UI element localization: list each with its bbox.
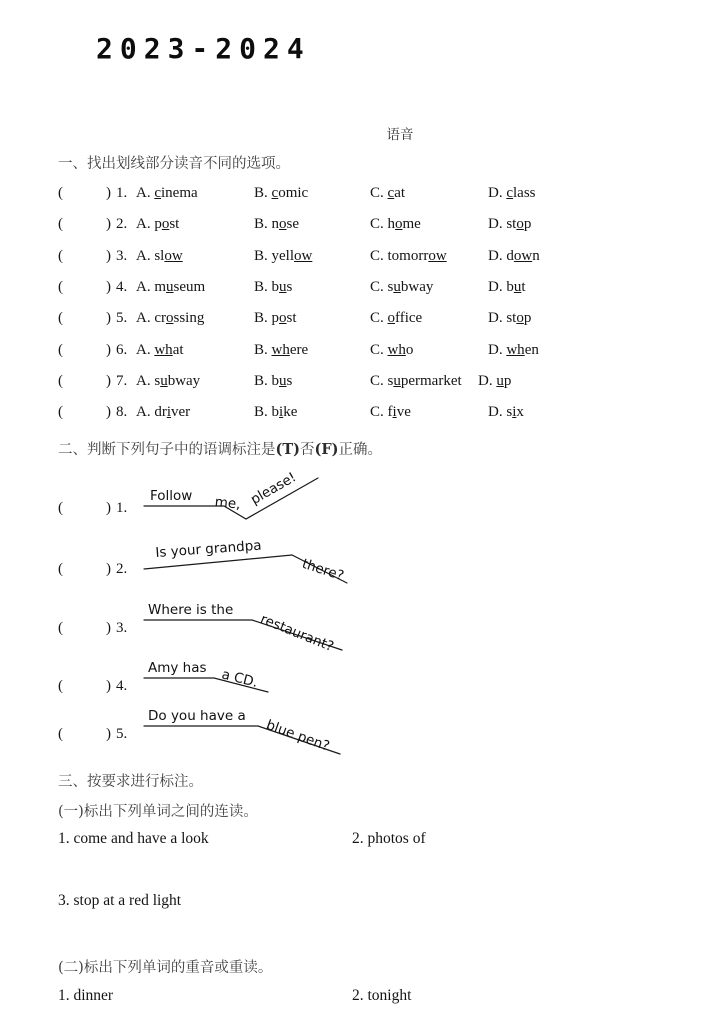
option-letter: C. [370,372,384,389]
option-b[interactable] [254,248,312,265]
intonation-word-group: Is your grandpa [154,537,263,561]
option-word-suffix: se [286,216,300,233]
underlined-sound: c [387,185,395,201]
linking-item-2: 2. photos of [352,830,426,847]
option-letter: A. [136,372,151,389]
option-word-suffix: ere [289,341,309,358]
underlined-sound: o [279,310,287,327]
underlined-sound: u [393,278,401,295]
intonation-word-group: blue pen? [264,716,332,755]
option-letter: B. [254,404,268,421]
multiple-choice-row [58,185,698,209]
option-a[interactable] [136,404,190,421]
option-d[interactable] [488,310,531,327]
linking-item-3: 3. stop at a red light [58,892,182,909]
underlined-sound: wh [387,341,406,358]
underlined-sound: ow [164,247,183,264]
option-word-prefix: st [506,310,517,327]
underlined-sound: o [279,216,287,233]
option-letter: D. [488,185,503,201]
option-c[interactable] [370,310,422,327]
option-word-suffix: at [172,341,184,358]
underlined-sound: o [516,310,524,327]
option-letter: D. [488,247,503,264]
option-b[interactable] [254,310,297,327]
question-number: 5. [116,310,128,327]
option-word-prefix: d [506,247,514,264]
answer-bracket-close[interactable]: ) [106,247,111,264]
option-d[interactable] [488,216,531,233]
multiple-choice-row [58,310,698,334]
answer-bracket-close[interactable]: ) [106,278,111,295]
option-letter: D. [488,404,503,421]
option-word-suffix: st [169,216,180,233]
option-word-suffix: s [286,372,293,389]
option-word-suffix: t [521,278,526,295]
option-word-suffix: at [394,185,406,201]
underlined-sound: o [161,216,170,233]
option-word-suffix: bway [167,372,201,389]
option-letter: A. [136,185,151,201]
option-letter: D. [488,278,503,295]
option-a[interactable] [136,216,179,233]
underlined-sound: u [513,278,522,295]
answer-bracket-open[interactable]: ( [58,678,63,694]
section-two-heading [58,438,382,459]
underlined-sound: o [387,310,396,327]
option-letter: C. [370,341,384,358]
section-three-heading: 三、按要求进行标注。 [58,774,203,790]
answer-bracket-close[interactable]: ) [106,372,111,389]
option-letter: B. [254,310,268,327]
option-word-suffix: en [524,341,539,358]
option-letter: D. [488,216,503,233]
underlined-sound: i [392,404,397,421]
option-word-suffix: x [516,404,524,421]
option-word-suffix: st [286,310,297,327]
underlined-sound: u [496,372,504,389]
answer-bracket-close[interactable]: ) [106,726,111,742]
answer-bracket-group [58,678,128,695]
option-word-prefix: b [271,372,280,389]
intonation-row [58,592,698,656]
option-letter: A. [136,404,151,421]
intonation-contour-line [142,533,442,591]
intonation-word-group: Amy has [148,660,207,676]
option-word-prefix: cr [154,310,166,327]
answer-bracket-group [58,620,128,637]
option-letter: C. [370,216,384,233]
option-word-prefix: h [387,216,396,233]
underlined-sound: c [271,185,279,201]
option-letter: B. [254,247,268,264]
option-word-suffix: o [405,341,414,358]
option-c[interactable] [370,342,413,359]
answer-bracket-open[interactable]: ( [58,404,63,421]
page-title: 2023-2024 [96,32,311,65]
underlined-sound: o [516,216,524,233]
section-two-heading-mid: 否 [300,442,315,458]
option-a[interactable] [136,185,198,202]
answer-bracket-open[interactable]: ( [58,185,63,201]
underlined-sound: o [166,310,174,327]
answer-bracket-group [58,561,128,578]
answer-bracket-open[interactable]: ( [58,561,63,577]
option-letter: D. [488,341,503,358]
linking-item-1: 1. come and have a look [58,830,209,847]
answer-bracket-open[interactable]: ( [58,726,63,742]
question-number: 7. [116,372,128,389]
option-letter: A. [136,310,151,327]
underlined-sound: u [279,278,287,295]
intonation-word-group: Follow [150,488,193,504]
option-word-prefix: s [387,372,394,389]
option-a[interactable] [136,248,183,265]
answer-bracket-close[interactable]: ) [106,620,111,636]
section-two-heading-pre: 二、判断下列句子中的语调标注是 [58,442,276,458]
option-letter: A. [136,247,151,264]
question-number: 2. [116,216,128,233]
question-number: 2. [116,561,128,577]
underlined-sound: ow [294,247,313,264]
subject-heading: 语音 [386,127,414,143]
option-letter: B. [254,341,268,358]
option-d[interactable] [478,373,511,390]
multiple-choice-row [58,342,698,366]
underlined-sound: u [393,372,401,389]
intonation-sentence [142,592,442,656]
option-word-prefix: p [271,310,280,327]
underlined-sound: i [279,404,284,421]
underlined-sound: i [166,404,172,421]
question-number: 1. [116,500,128,516]
option-word-prefix: s [506,404,513,421]
intonation-word-group: please! [248,469,300,508]
option-word-suffix: ve [396,404,411,421]
option-letter: C. [370,278,384,295]
question-number: 4. [116,678,128,694]
option-letter: B. [254,372,268,389]
question-number: 6. [116,341,128,358]
intonation-word-group: me, [214,494,242,513]
option-b[interactable] [254,342,308,359]
intonation-row [58,469,698,532]
option-letter: B. [254,185,268,201]
underlined-sound: ow [513,247,533,264]
option-c[interactable] [370,404,411,421]
option-c[interactable] [370,248,447,265]
option-word-prefix: p [154,216,162,233]
underlined-sound: u [279,372,287,389]
option-letter: D. [488,310,503,327]
intonation-sentence [142,698,442,756]
intonation-word-group: there? [300,555,346,585]
underlined-sound: u [166,278,174,295]
option-a[interactable] [136,373,200,390]
answer-bracket-close[interactable]: ) [106,500,111,516]
option-word-prefix: dr [154,404,167,421]
option-b[interactable] [254,404,297,421]
true-marker: (T) [275,441,301,458]
section-three-part-one-heading: (一)标出下列单词之间的连读。 [58,804,258,820]
option-a[interactable] [136,342,184,359]
intonation-word-group: restaurant? [258,611,336,656]
answer-bracket-close[interactable]: ) [106,310,111,327]
multiple-choice-row [58,216,698,240]
option-word-suffix: inema [161,185,198,201]
intonation-word-group: Do you have a [148,708,246,724]
option-word-suffix: seum [173,278,206,295]
option-c[interactable] [370,216,421,233]
underlined-sound: c [506,185,514,201]
question-number: 8. [116,404,128,421]
option-a[interactable] [136,310,204,327]
answer-bracket-close[interactable]: ) [106,404,111,421]
answer-bracket-close[interactable]: ) [106,185,111,201]
intonation-word-group: a CD. [220,666,260,691]
option-letter: A. [136,341,151,358]
option-word-prefix: sl [154,247,165,264]
answer-bracket-close[interactable]: ) [106,216,111,233]
option-word-prefix: f [387,404,393,421]
option-word-prefix: yell [271,247,295,264]
underlined-sound: wh [271,341,290,358]
intonation-row [58,698,698,758]
option-d[interactable] [488,248,540,265]
option-word-suffix: s [286,278,293,295]
option-c[interactable] [370,185,405,202]
option-word-suffix: ffice [395,310,423,327]
option-word-suffix: me [402,216,421,233]
question-number: 3. [116,620,128,636]
option-letter: D. [478,372,493,389]
intonation-sentence [142,533,442,591]
option-word-prefix: b [271,278,280,295]
intonation-row [58,533,698,593]
option-b[interactable] [254,185,308,202]
option-word-suffix: p [523,216,532,233]
question-number: 3. [116,247,128,264]
option-word-prefix: s [154,372,161,389]
section-two-heading-post: 正确。 [338,442,383,458]
option-word-prefix: b [271,404,280,421]
option-word-suffix: bway [400,278,434,295]
option-b[interactable] [254,216,299,233]
option-letter: C. [370,404,384,421]
option-letter: B. [254,278,268,295]
answer-bracket-close[interactable]: ) [106,341,111,358]
multiple-choice-row [58,248,698,272]
question-number: 1. [116,185,128,201]
answer-bracket-open[interactable]: ( [58,341,63,358]
option-word-prefix: n [271,216,280,233]
option-letter: B. [254,216,268,233]
answer-bracket-open[interactable]: ( [58,372,63,389]
option-word-suffix: ver [171,404,191,421]
answer-bracket-open[interactable]: ( [58,310,63,327]
option-word-prefix: tomorr [387,247,429,264]
option-word-suffix: permarket [400,372,462,389]
question-number: 5. [116,726,128,742]
option-a[interactable] [136,279,205,296]
option-letter: C. [370,310,384,327]
option-letter: C. [370,185,384,201]
option-word-suffix: omic [278,185,309,201]
option-letter: A. [136,278,151,295]
answer-bracket-close[interactable]: ) [106,561,111,577]
multiple-choice-row [58,279,698,303]
stress-item-1: 1. dinner [58,987,114,1004]
intonation-sentence [142,469,442,530]
underlined-sound: ow [428,247,447,264]
option-b[interactable] [254,373,292,390]
question-number: 4. [116,278,128,295]
option-d[interactable] [488,342,539,359]
underlined-sound: wh [506,341,525,358]
answer-bracket-open[interactable]: ( [58,278,63,295]
intonation-contour-line [142,592,442,650]
option-word-suffix: p [523,310,532,327]
option-letter: C. [370,247,384,264]
answer-bracket-close[interactable]: ) [106,678,111,694]
answer-bracket-open[interactable]: ( [58,500,63,516]
section-three-part-two-heading: (二)标出下列单词的重音或重读。 [58,960,273,976]
multiple-choice-row [58,373,698,397]
answer-bracket-open[interactable]: ( [58,216,63,233]
option-word-suffix: n [532,247,540,264]
option-word-prefix: b [506,278,514,295]
option-word-prefix: s [387,278,394,295]
stress-item-2: 2. tonight [352,987,412,1004]
option-c[interactable] [370,279,433,296]
underlined-sound: i [512,404,517,421]
underlined-sound: c [154,185,162,201]
option-word-suffix: lass [513,185,536,201]
option-d[interactable] [488,404,524,421]
underlined-sound: o [395,216,403,233]
section-one-heading: 一、找出划线部分读音不同的选项。 [58,156,290,172]
false-marker: (F) [314,441,339,458]
multiple-choice-row [58,404,698,428]
option-d[interactable] [488,185,536,202]
underlined-sound: wh [154,341,173,358]
option-word-suffix: ke [283,404,298,421]
answer-bracket-open[interactable]: ( [58,247,63,264]
answer-bracket-open[interactable]: ( [58,620,63,636]
option-word-prefix: st [506,216,517,233]
answer-bracket-group [58,500,128,517]
option-d[interactable] [488,279,526,296]
option-word-suffix: p [503,372,512,389]
option-c[interactable] [370,373,462,390]
option-word-prefix: m [154,278,167,295]
intonation-word-group: Where is the [148,602,234,618]
option-word-suffix: ssing [173,310,205,327]
option-letter: A. [136,216,151,233]
answer-bracket-group [58,726,128,743]
option-b[interactable] [254,279,292,296]
underlined-sound: u [160,372,168,389]
